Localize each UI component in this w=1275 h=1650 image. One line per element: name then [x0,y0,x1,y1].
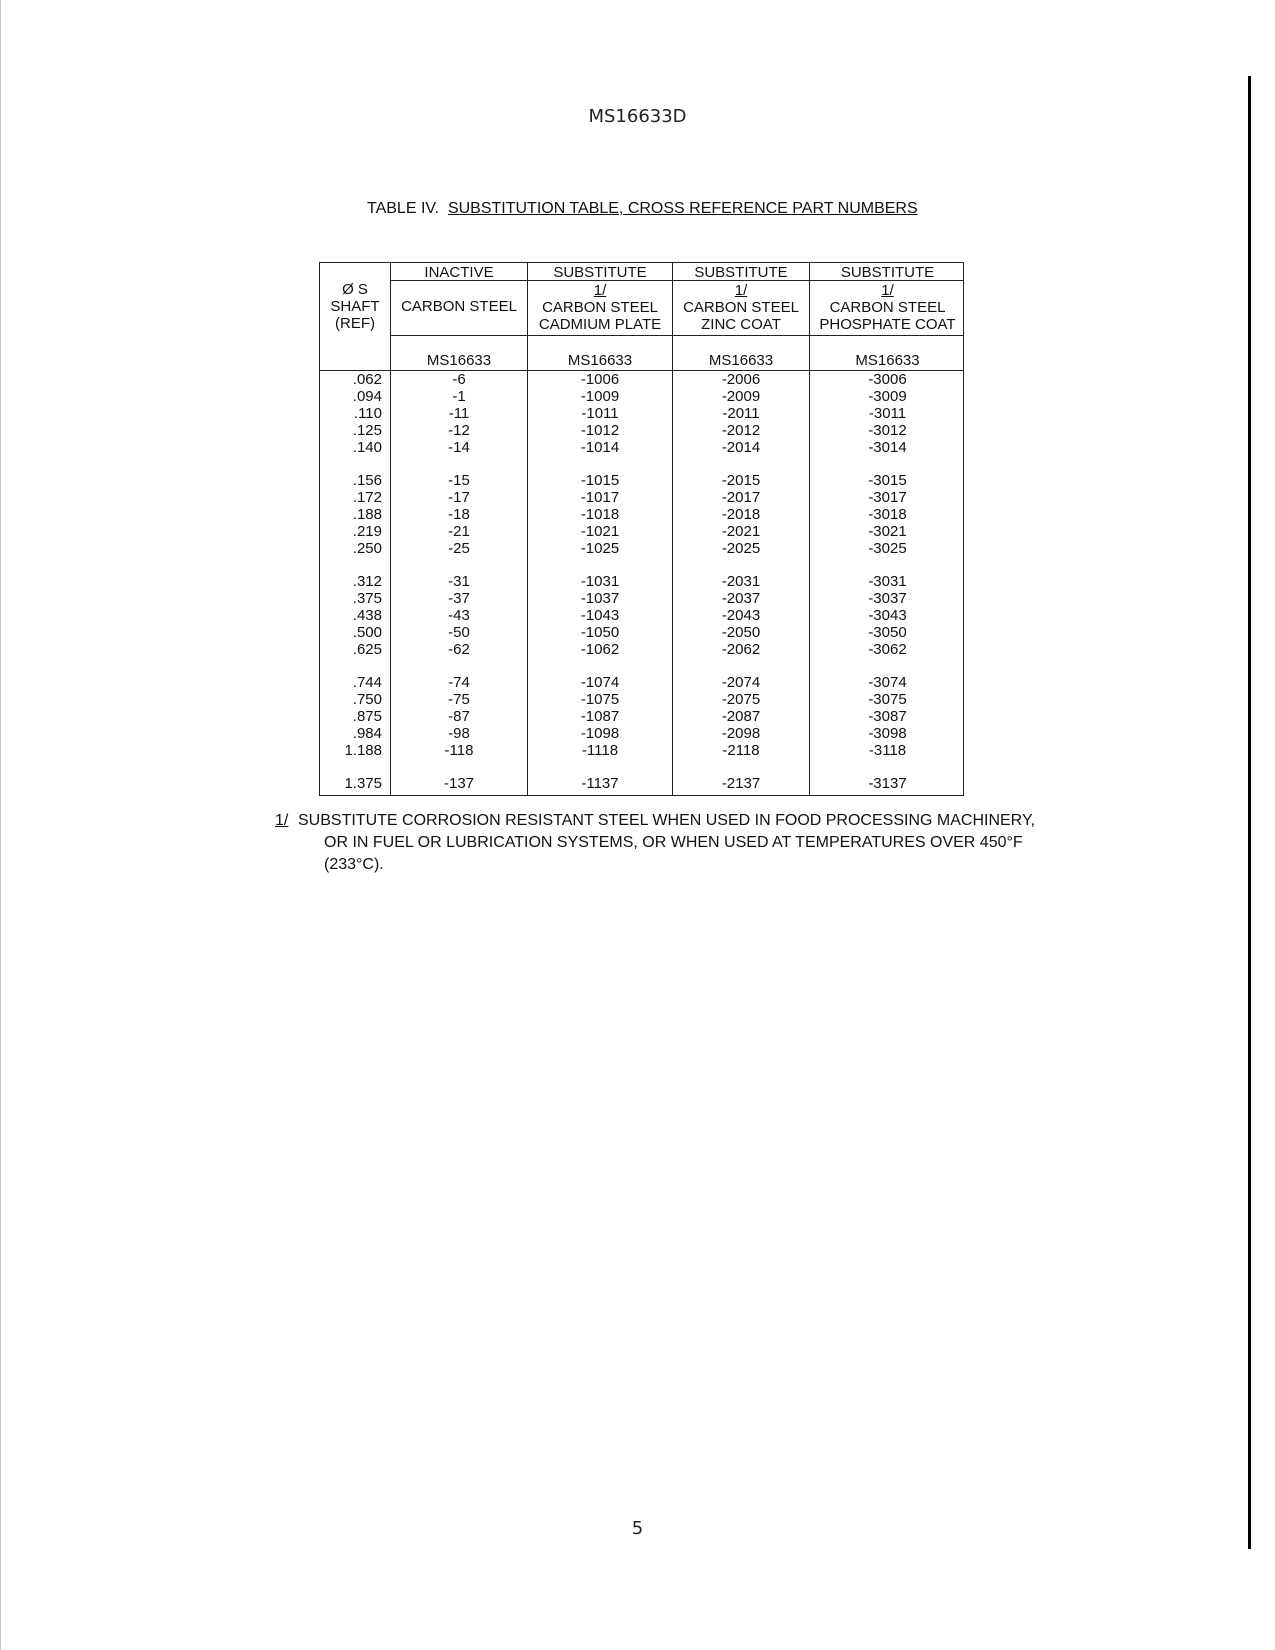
zinc-part-number: -2009 [721,387,761,405]
zinc-part-number: -2021 [721,522,761,540]
inactive-part-number: -137 [443,775,475,792]
inactive-part-number: -6 [452,371,466,388]
column-status: SUBSTITUTE [840,264,935,281]
zinc-part-number: -2098 [721,724,761,742]
shaft-diameter: .875 [352,707,382,725]
zinc-part-number: -2087 [721,707,761,725]
zinc-part-number: -2037 [721,589,761,607]
cadmium-part-number: -1015 [580,472,620,489]
cadmium-part-number: -1018 [580,505,620,523]
table-caption-prefix: TABLE IV. [367,200,440,217]
inactive-part-number: -17 [448,488,470,506]
column-status: INACTIVE [424,264,494,281]
column-material: CARBON STEEL [542,299,658,316]
phosphate-part-number: -3062 [868,640,907,658]
inactive-part-number: -74 [448,674,470,691]
zinc-part-number: -2011 [722,404,760,422]
inactive-part-number: -14 [448,438,470,456]
shaft-diameter: .140 [352,438,382,456]
phosphate-part-number: -3118 [868,741,907,759]
column-material: CARBON STEEL [683,299,799,316]
column-status: SUBSTITUTE [553,264,647,281]
inactive-part-number: -18 [448,505,470,523]
shaft-diameter: .094 [352,387,382,405]
inactive-part-number: -118 [444,741,474,759]
shaft-header-line: Ø S [342,281,368,298]
inactive-part-number: -43 [448,606,470,624]
phosphate-part-number: -3018 [868,505,907,523]
phosphate-part-number: -3098 [868,724,907,742]
document-number: MS16633D [588,106,687,127]
column-material: CADMIUM PLATE [538,316,662,333]
phosphate-part-number: -3075 [868,690,907,708]
column-footnote-ref: 1/ [881,282,894,299]
column-footnote-ref: 1/ [734,282,748,299]
phosphate-part-number: -3009 [868,387,907,405]
phosphate-part-number: -3021 [868,522,907,540]
column-status: SUBSTITUTE [694,264,788,281]
footnote-line: OR IN FUEL OR LUBRICATION SYSTEMS, OR WHEN USED AT TEMPERATURES OVER 450°F [324,834,1023,851]
column-spec: MS16633 [708,352,774,369]
phosphate-part-number: -3074 [868,674,907,691]
column-material: CARBON STEEL [829,299,946,316]
column-spec: MS16633 [855,352,920,369]
cadmium-part-number: -1075 [580,690,620,708]
inactive-part-number: -1 [452,387,466,405]
inactive-part-number: -87 [448,707,470,725]
shaft-diameter: .438 [352,606,382,624]
shaft-diameter: .188 [352,505,382,523]
shaft-diameter: 1.375 [344,775,382,792]
shaft-diameter: .750 [352,690,382,708]
table-title [367,200,918,218]
cadmium-part-number: -1043 [580,606,620,624]
shaft-diameter: .110 [353,404,382,422]
phosphate-part-number: -3014 [868,438,907,456]
phosphate-part-number: -3017 [868,488,907,506]
zinc-part-number: -2043 [721,606,761,624]
zinc-part-number: -2006 [721,371,761,388]
cadmium-part-number: -1025 [580,539,620,557]
phosphate-part-number: -3012 [868,421,907,439]
phosphate-part-number: -3037 [868,589,907,607]
inactive-part-number: -31 [448,573,470,590]
shaft-diameter: .156 [352,472,382,489]
footnote-line: SUBSTITUTE CORROSION RESISTANT STEEL WHEN USED IN FOOD PROCESSING MACHINERY, [298,812,1035,829]
phosphate-part-number: -3006 [868,371,907,388]
cadmium-part-number: -1118 [581,741,619,759]
table-caption: SUBSTITUTION TABLE, CROSS REFERENCE PART NUMBERS [447,200,918,217]
cadmium-part-number: -1137 [581,775,619,792]
cadmium-part-number: -1014 [580,438,620,456]
shaft-diameter: .500 [352,623,382,641]
cadmium-part-number: -1050 [580,623,620,641]
phosphate-part-number: -3011 [868,404,907,422]
zinc-part-number: -2050 [721,623,761,641]
cadmium-part-number: -1006 [580,371,620,388]
page-left-edge [0,0,1,1650]
shaft-header-line: SHAFT [330,298,380,315]
column-spec: MS16633 [426,352,492,369]
phosphate-part-number: -3015 [868,472,907,489]
column-footnote-ref: 1/ [593,282,607,299]
shaft-diameter: .625 [352,640,382,658]
cadmium-part-number: -1017 [580,488,620,506]
column-material: PHOSPHATE COAT [819,316,956,333]
shaft-diameter: .250 [352,539,382,557]
inactive-part-number: -98 [448,724,470,742]
footnote-text [298,810,1038,876]
zinc-part-number: -2118 [722,741,760,759]
cadmium-part-number: -1012 [580,421,620,439]
zinc-part-number: -2137 [721,775,761,792]
inactive-part-number: -75 [448,690,470,708]
cadmium-part-number: -1021 [580,522,620,540]
column-spec: MS16633 [567,352,633,369]
shaft-diameter: .375 [352,589,382,607]
inactive-part-number: -25 [448,539,470,557]
zinc-part-number: -2062 [721,640,761,658]
shaft-diameter: .984 [352,724,382,742]
phosphate-part-number: -3050 [868,623,907,641]
shaft-diameter: 1.188 [344,741,382,759]
inactive-part-number: -37 [448,589,470,607]
phosphate-part-number: -3043 [868,606,907,624]
cadmium-part-number: -1074 [580,674,620,691]
column-material: CARBON STEEL [401,298,517,315]
cadmium-part-number: -1031 [580,573,620,590]
footnote-line: (233°C). [324,856,384,873]
shaft-header-line: (REF) [335,315,375,332]
shaft-header [320,281,390,332]
cadmium-part-number: -1098 [580,724,620,742]
zinc-part-number: -2012 [721,421,761,439]
zinc-part-number: -2017 [721,488,761,506]
inactive-part-number: -11 [448,404,470,422]
column-material: ZINC COAT [701,316,781,333]
phosphate-part-number: -3025 [868,539,907,557]
shaft-diameter: .172 [352,488,382,506]
inactive-part-number: -21 [448,522,470,540]
cadmium-part-number: -1062 [580,640,620,658]
zinc-part-number: -2074 [721,674,761,691]
zinc-part-number: -2031 [721,573,761,590]
substitution-table [319,262,964,796]
zinc-part-number: -2025 [721,539,761,557]
cadmium-part-number: -1009 [580,387,620,405]
shaft-diameter: .219 [352,522,382,540]
inactive-part-number: -62 [448,640,470,658]
header-rule [390,335,963,336]
zinc-part-number: -2014 [721,438,761,456]
zinc-part-number: -2015 [721,472,761,489]
phosphate-part-number: -3031 [868,573,907,590]
shaft-diameter: .744 [352,674,382,691]
page-number: 5 [631,1518,644,1539]
zinc-part-number: -2018 [721,505,761,523]
footnote-mark: 1/ [275,812,289,829]
cadmium-part-number: -1087 [580,707,620,725]
cadmium-part-number: -1011 [581,404,619,422]
phosphate-part-number: -3137 [868,775,907,792]
shaft-diameter: .062 [352,371,382,388]
shaft-diameter: .125 [352,421,382,439]
zinc-part-number: -2075 [721,690,761,708]
inactive-part-number: -50 [448,623,470,641]
shaft-diameter: .312 [352,573,382,590]
phosphate-part-number: -3087 [868,707,907,725]
inactive-part-number: -12 [448,421,470,439]
inactive-part-number: -15 [448,472,470,489]
change-bar [1248,76,1251,1549]
cadmium-part-number: -1037 [580,589,620,607]
